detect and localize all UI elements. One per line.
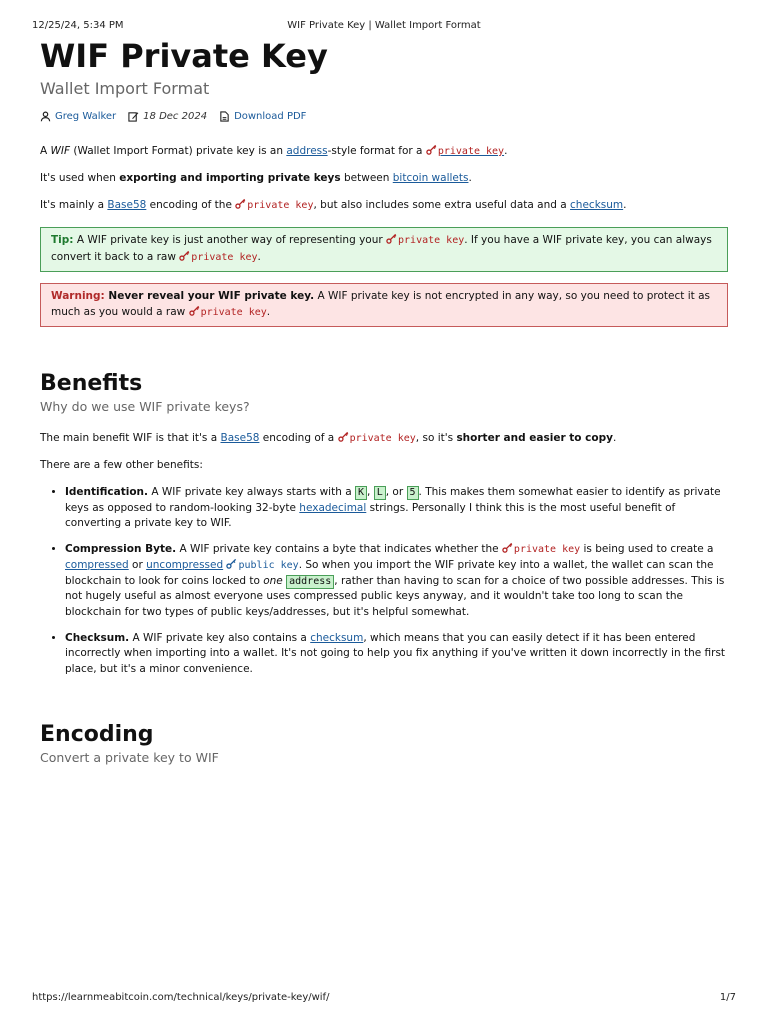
print-header bbox=[32, 18, 736, 32]
publish-date: 18 Dec 2024 bbox=[143, 110, 208, 122]
list-item: • Identification. A WIF private key always starts with a K , L , or 5 . This makes them somewhat easier to identify as private keys as opposed to random-looking 32-byte hexadecimal strings. Personally I think this is the most useful benefit of converting a private key to WIF. bbox=[65, 485, 728, 532]
user-icon bbox=[40, 111, 51, 122]
private-key-term[interactable]: private key bbox=[513, 544, 581, 556]
benefits-paragraph-2: There are a few other benefits: bbox=[40, 459, 203, 471]
author-link[interactable]: Greg Walker bbox=[55, 110, 117, 122]
private-key-term[interactable]: private key bbox=[398, 235, 465, 246]
author-meta bbox=[40, 109, 116, 124]
benefits-heading: Benefits bbox=[40, 371, 143, 396]
print-doc-title: WIF Private Key | Wallet Import Format bbox=[287, 20, 481, 31]
warning-label: Warning: bbox=[51, 290, 105, 302]
print-datetime: 12/25/24, 5:34 PM bbox=[32, 20, 124, 31]
key-icon bbox=[235, 198, 246, 209]
compressed-link[interactable]: compressed bbox=[65, 558, 129, 571]
edit-icon bbox=[128, 111, 139, 122]
benefits-subheading: Why do we use WIF private keys? bbox=[40, 399, 250, 414]
base58-link[interactable]: Base58 bbox=[220, 432, 260, 444]
private-key-term[interactable]: private key bbox=[349, 433, 416, 444]
bitcoin-wallets-link[interactable]: bitcoin wallets bbox=[392, 172, 469, 184]
benefits-list bbox=[40, 485, 728, 678]
prefix-chip-k: K bbox=[355, 486, 367, 500]
list-item: • Checksum. A WIF private key also contains a checksum, which means that you can easily detect if it has been entered incorrectly when importing into a wallet. It's not going to help you fix anything if you've written it down incorrectly in the first place, but it's a minor convenience. bbox=[65, 631, 728, 678]
page-subtitle: Wallet Import Format bbox=[40, 79, 210, 98]
private-key-term[interactable]: private key bbox=[200, 307, 267, 318]
base58-link[interactable]: Base58 bbox=[107, 199, 147, 211]
tip-box: Tip: A WIF private key is just another way of representing your private key. If you have a WIF private key, you can always convert it back to a raw private key. bbox=[40, 227, 728, 272]
address-link[interactable]: address bbox=[286, 145, 328, 157]
hexadecimal-link[interactable]: hexadecimal bbox=[299, 501, 367, 514]
intro-paragraph-2: It's used when exporting and importing private keys between bitcoin wallets. bbox=[40, 172, 472, 184]
private-key-term[interactable]: private key bbox=[247, 200, 314, 211]
encoding-subheading: Convert a private key to WIF bbox=[40, 749, 219, 765]
download-meta bbox=[219, 109, 306, 124]
key-icon bbox=[179, 250, 190, 261]
warning-box: Warning: Never reveal your WIF private key. A WIF private key is not encrypted in any way, so you need to protect it as much as you would a raw private key. bbox=[40, 283, 728, 327]
print-footer bbox=[32, 990, 736, 1004]
benefits-paragraph-1: The main benefit WIF is that it's a Base58 encoding of a private key, so it's shorter and easier to copy. bbox=[40, 432, 617, 444]
article bbox=[40, 36, 728, 766]
key-icon bbox=[386, 233, 397, 244]
private-key-link[interactable]: private key bbox=[437, 146, 505, 157]
key-icon bbox=[189, 305, 200, 316]
checksum-link[interactable]: checksum bbox=[310, 631, 364, 644]
page-number: 1/7 bbox=[719, 992, 736, 1003]
uncompressed-link[interactable]: uncompressed bbox=[146, 558, 224, 571]
private-key-term[interactable]: private key bbox=[191, 252, 258, 263]
download-pdf-link[interactable]: Download PDF bbox=[234, 110, 307, 122]
encoding-heading: Encoding bbox=[40, 721, 154, 747]
public-key-term[interactable]: public key bbox=[238, 559, 299, 571]
article-meta bbox=[40, 109, 728, 123]
intro-paragraph-3: It's mainly a Base58 encoding of the private key, but also includes some extra useful data and a checksum. bbox=[40, 199, 627, 211]
key-icon bbox=[502, 542, 513, 553]
print-url: https://learnmeabitcoin.com/technical/keys/private-key/wif/ bbox=[32, 992, 330, 1003]
key-icon bbox=[338, 431, 349, 442]
prefix-chip-l: L bbox=[374, 486, 386, 500]
list-item: • Compression Byte. A WIF private key contains a byte that indicates whether the private key is being used to create a compressed or uncompressed public key. So when you import the WIF private key into a wallet, the wallet can scan the blockchain to look for coins locked to one address , rather than having to scan for a choice of two possible addresses. This is not hugely useful as almost everyone uses compressed public keys anyway, and it wouldn't take too long to scan the blockchain for two types of public keys/addresses, but it's helpful somewhat. bbox=[65, 542, 728, 621]
key-icon bbox=[426, 144, 437, 155]
public-key-icon bbox=[226, 558, 237, 569]
intro-paragraph-1: A WIF (Wallet Import Format) private key is an address-style format for a private key. bbox=[40, 145, 508, 157]
date-meta bbox=[128, 109, 207, 124]
prefix-chip-5: 5 bbox=[407, 486, 419, 500]
page-title: WIF Private Key bbox=[40, 37, 328, 75]
pdf-icon bbox=[219, 111, 230, 122]
address-chip: address bbox=[286, 575, 334, 589]
checksum-link[interactable]: checksum bbox=[570, 199, 624, 211]
tip-label: Tip: bbox=[51, 234, 74, 246]
